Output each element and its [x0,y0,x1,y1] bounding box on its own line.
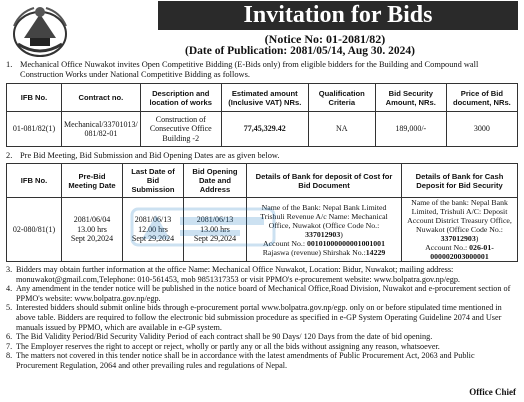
note-number: 5. [6,303,13,313]
note-text: The Bid Validity Period/Bid Security Validity Period of each contract shall be 90 Days/ 120 Days from the date of bid opening. [16,332,433,342]
account-label: Account No.: [263,238,307,248]
time-line: 12.00 hrs [138,224,168,234]
column-header: IFB No. [7,164,62,198]
paragraph-number: 2. [6,151,13,160]
date-line: Sept 29,2024 [131,234,175,244]
ifb-number: 01-081/82(1) [7,112,62,147]
paragraph-number: 1. [6,60,13,69]
column-header: Pre-Bid Meeting Date [62,164,123,198]
note-number: 6. [6,332,13,342]
list-item [6,351,518,370]
dates-table [6,163,518,262]
notice-number: (Notice No: 01-2081/82) [264,32,386,46]
account-label: Account No.: [425,243,470,252]
note-number: 4. [6,284,13,294]
bids-table [6,83,518,147]
work-description: Construction of Consecutive Office Building -2 [140,112,221,147]
column-header: Bid Opening Date and Address [184,164,247,198]
column-header: Price of Bid document, NRs. [446,84,517,112]
note-text: Any amendment in the tender notice will be published in the notice board of Mechanical Office,Road Division, Nuwakot and e-procurement section of PPMO's website: www.bolpatra.gov.np/egp. [16,284,511,303]
column-header: Qualification Criteria [308,84,375,112]
bank-text: ) [475,234,479,243]
column-header: Details of Bank for deposit of Cost for Bid Document [247,164,402,198]
date-line: 2081/06/04 [73,215,111,225]
date-line: Sept 29,2024 [193,234,237,244]
nepal-government-emblem [10,4,70,58]
date-line: 2081/06/13 [134,215,172,225]
date-line: 2081/06/13 [196,215,234,225]
bank-text: Name of the bank: Nepal Bank Limited, Trishuli A/C: Deposit Account District Treasury Office, Nuwakot (Office Code No.: [407,198,512,234]
column-header: Details of Bank for Cash Deposit for Bid Security [402,164,518,198]
publication-date: (Date of Publication: 2081/05/14, Aug 30. 2024) [185,45,415,57]
ifb-number: 02-080/81(1) [7,198,62,262]
prebid-meeting-date [62,198,123,262]
note-number: 7. [6,341,13,351]
list-item [6,284,518,303]
paragraph-text: Pre Bid Meeting, Bid Submission and Bid Opening Dates are as given below. [20,151,280,160]
note-text: The Employer reserves the right to accept or reject, wholly or partly any or all the bids without assigning any reason, whatsoever. [16,341,440,351]
paragraph-text: Mechanical Office Nuwakot invites Open Competitive Bidding (E-Bids only) from eligible bidders for the Building and Compound wall Construction Works under National Competitive Bidding as follows. [20,60,479,79]
bid-security-amount: 189,000/- [375,112,446,147]
account-number: 00101000000001001001 [307,238,385,248]
bank-text: Rajaswa (revenue) Shirshak No.: [262,247,366,257]
revenue-code: 14229 [365,247,386,257]
table-row [7,198,518,262]
note-number: 3. [6,265,13,274]
bank-details-bid-document [247,198,402,262]
paragraph-1 [6,60,518,80]
bid-document-price: 3000 [446,112,517,147]
account-number: 026-01-000002003000001 [430,243,494,261]
column-header: Description and location of works [140,84,221,112]
date-line: Sept 20,2024 [70,234,114,244]
table-row [7,112,518,147]
qualification-criteria: NA [308,112,375,147]
table-header-row [7,84,518,112]
notes-list [6,265,518,371]
bank-text: Name of the Bank: Nepal Bank Limited Trishuli Revenue A/c Name: Mechanical Office, Nuwakot (Office Code No.: [260,202,388,230]
table-header-row [7,164,518,198]
paragraph-2 [6,151,518,161]
signature-office-chief: Office Chief [469,387,516,397]
column-header: Bid Security Amount, NRs. [375,84,446,112]
column-header: Contract no. [62,84,141,112]
column-header: Last Date of Bid Submission [123,164,184,198]
time-line: 13.00 hrs [77,224,107,234]
note-text: Interested bidders should submit online bids through e-procurement portal www.bolpatra.gov.np/egp. only on or before stipulated time mentioned in above table. Bidders are required to follow the electronic bid submission procedure as specified in e-GP System Operating Guideline 2074 and User manuals issued by PPMO, which are available in e-GP system. [16,303,502,332]
office-code: 337012903 [305,229,341,239]
note-text: Bidders may obtain further information at the office Name: Mechanical Office Nuwakot, Location: Bidur, Nuwakot; mailing address: monuwakot@gmail.com,Telephone: 010-561453, mob 9851317353 or visit PPMO's e-procurement website: www.bolpatra.gov.np/egp. [16,265,460,284]
estimated-amount: 77,45,329.42 [221,112,308,147]
list-item [6,342,518,352]
list-item [6,303,518,332]
note-text: The matters not covered in this tender notice shall be in accordance with the latest amendments of Public Procurement Act, 2063 and Public Procurement Regulation, 2064 and other prevailing rules and regulations of Nepal. [16,351,475,370]
bank-text: ) [340,229,343,239]
contract-number: Mechanical/33701013/ 081/82-01 [62,112,141,147]
submission-date [123,198,184,262]
time-line: 13.00 hrs [200,224,230,234]
list-item [6,332,518,342]
list-item [6,265,518,284]
office-code: 337012903 [440,234,476,243]
opening-date [184,198,247,262]
bank-details-bid-security [402,198,518,262]
column-header: IFB No. [7,84,62,112]
column-header: Estimated amount (Inclusive VAT) NRs. [221,84,308,112]
page-title: Invitation for Bids [158,1,518,30]
note-number: 8. [6,351,13,361]
